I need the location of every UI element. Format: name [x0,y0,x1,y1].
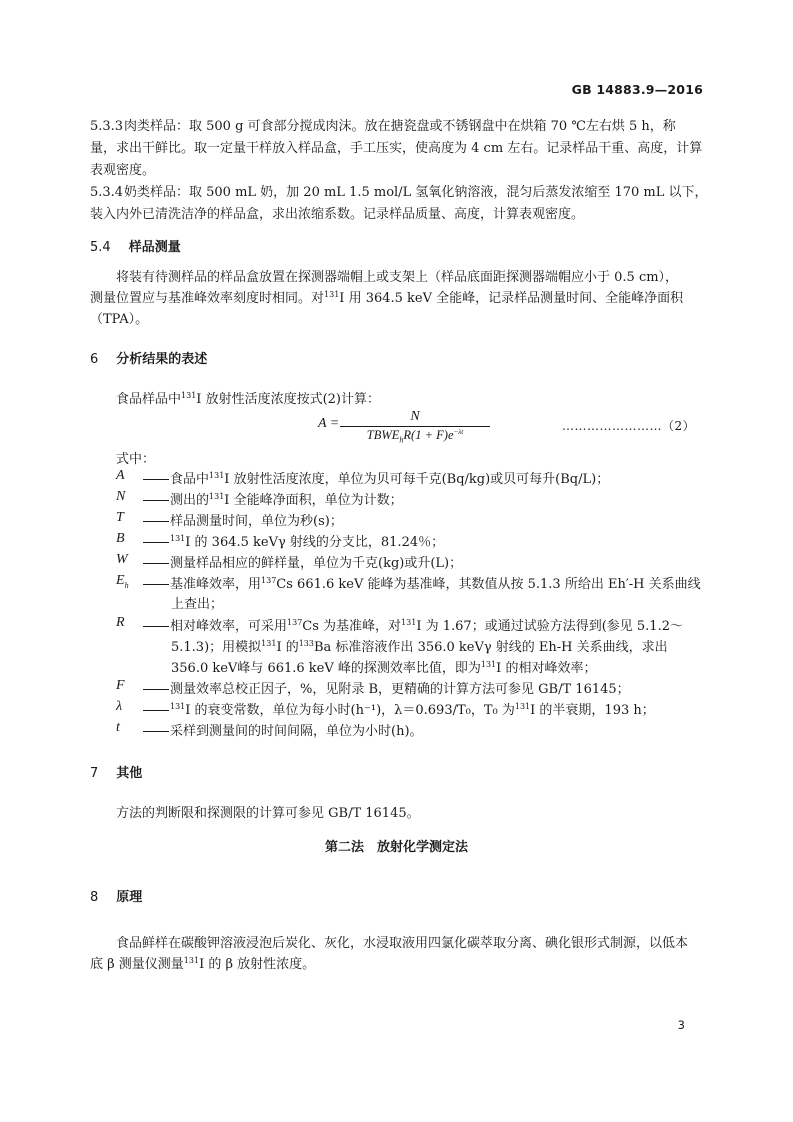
formula-intro: 食品样品中$^{131}$I 放射性活度浓度按式(2)计算： [116,391,380,407]
paragraph-line: 装入内外已清洗洁净的样品盒，求出浓缩系数。记录样品质量、高度，计算表观密度。 [90,207,585,222]
paragraph-line: （TPA）。 [90,312,149,327]
var-symbol: B [116,531,125,546]
paragraph-line: 食品鲜样在碳酸钾溶液浸泡后炭化、灰化，水浸取液用四氯化碳萃取分离、碘化银形式制源，以低本 [116,936,689,951]
var-symbol: A [116,468,125,483]
section-number: 5.4 [90,240,111,255]
var-definition: 测量效率总校正因子，%，见附录 B，更精确的计算方法可参见 GB/T 16145； [143,678,630,697]
paragraph-line: 将装有待测样品的样品盒放置在探测器端帽上或支架上（样品底面距探测器端帽应小于 0.5 cm）， [116,270,679,285]
paragraph-line: 方法的判断限和探测限的计算可参见 GB/T 16145。 [116,806,420,821]
paragraph-text: 奶类样品：取 500 mL 奶，加 20 mL 1.5 mol/L 氢氧化钠溶液，混匀后蒸发浓缩至 170 mL 以下， [124,185,708,200]
var-definition: 基准峰效率，用$^{137}$Cs 661.6 keV 能峰为基准峰，其数值从按 5.1.3 所给出 Eh′-H 关系曲线 [143,573,701,592]
paragraph-line: 测量位置应与基准峰效率刻度时相同。对$^{131}$I 用 364.5 keV 全能峰，记录样品测量时间、全能峰净面积 [90,290,684,306]
standard-number: GB 14883.9—2016 [571,82,703,97]
var-symbol: λ [116,699,123,714]
section-number: 6 [90,352,99,367]
page-number: 3 [677,1018,685,1032]
section-number: 8 [90,890,99,905]
section-number: 5.3.3 [90,119,124,134]
section-title: 其他 [116,766,143,781]
paragraph-line: 量，求出干鲜比。取一定量干样放入样品盒，手工压实，使高度为 4 cm 左右。记录样品干重、高度，计算 [90,141,703,156]
var-symbol: $E_h$ [116,573,129,590]
equation-number: ……………………（2） [562,419,696,433]
var-definition: 测出的$^{131}$I 全能峰净面积，单位为计数； [143,489,403,508]
where-label: 式中： [116,452,156,467]
var-definition: 采样到测量间的时间间隔，单位为小时(h)。 [143,720,423,739]
fraction-bar [340,426,490,427]
formula-lhs: A = [318,416,340,431]
var-definition-cont: 上查出； [171,597,224,612]
paragraph-line: 表观密度。 [90,163,156,178]
section-5-4-heading [90,236,181,255]
section-title: 分析结果的表述 [116,352,208,367]
formula-numerator: N [410,409,420,424]
var-symbol: t [116,720,120,735]
paragraph-text: 肉类样品：取 500 g 可食部分搅成肉沫。放在搪瓷盘或不锈钢盘中在烘箱 70 ℃左右烘 5 h，称 [124,119,676,134]
formula-denominator: $TBWE_hR(1 + F)e^{-\lambda t}$ [366,428,464,445]
section-5-3-4-line-1 [90,181,708,200]
var-symbol: T [116,510,124,525]
section-title: 样品测量 [128,240,181,255]
section-7-heading [90,762,142,781]
section-number: 5.3.4 [90,185,124,200]
var-symbol: W [116,552,128,567]
var-definition: 食品中$^{131}$I 放射性活度浓度，单位为贝可每千克(Bq/kg)或贝可每升(Bq/L)； [143,468,609,487]
section-6-heading [90,348,207,367]
var-definition-cont: 356.0 keV峰与 661.6 keV 峰的探测效率比值，即为$^{131}$I 的相对峰效率； [171,660,597,676]
paragraph-line: 底 β 测量仪测量$^{131}$I 的 β 放射性浓度。 [90,956,316,972]
section-number: 7 [90,766,99,781]
section-title: 原理 [116,890,143,905]
var-definition: 测量样品相应的鲜样量，单位为千克(kg)或升(L)； [143,552,462,571]
var-definition: $^{131}$I 的衰变常数，单位为每小时(h⁻¹)，λ＝0.693/T₀，T₀ 为$^{131}$I 的半衰期，193 h； [143,699,655,718]
formula-fraction [340,409,490,445]
var-symbol: R [116,615,125,630]
section-8-heading [90,886,142,905]
method-2-title: 第二法 放射化学测定法 [324,840,468,855]
var-definition: $^{131}$I 的 364.5 keVγ 射线的分支比，81.24％； [143,531,444,550]
formula-2 [318,409,498,445]
var-definition: 相对峰效率，可采用$^{137}$Cs 为基准峰，对$^{131}$I 为 1.67；或通过试验方法得到(参见 5.1.2～ [143,615,683,634]
section-5-3-3-line-1 [90,115,676,134]
var-definition-cont: 5.1.3)；用模拟$^{131}$I 的$^{133}$Ba 标准溶液作出 356.0 keVγ 射线的 Eh-H 关系曲线，求出 [171,639,668,655]
var-symbol: N [116,489,126,504]
var-symbol: F [116,678,125,693]
var-definition: 样品测量时间，单位为秒(s)； [143,510,343,529]
